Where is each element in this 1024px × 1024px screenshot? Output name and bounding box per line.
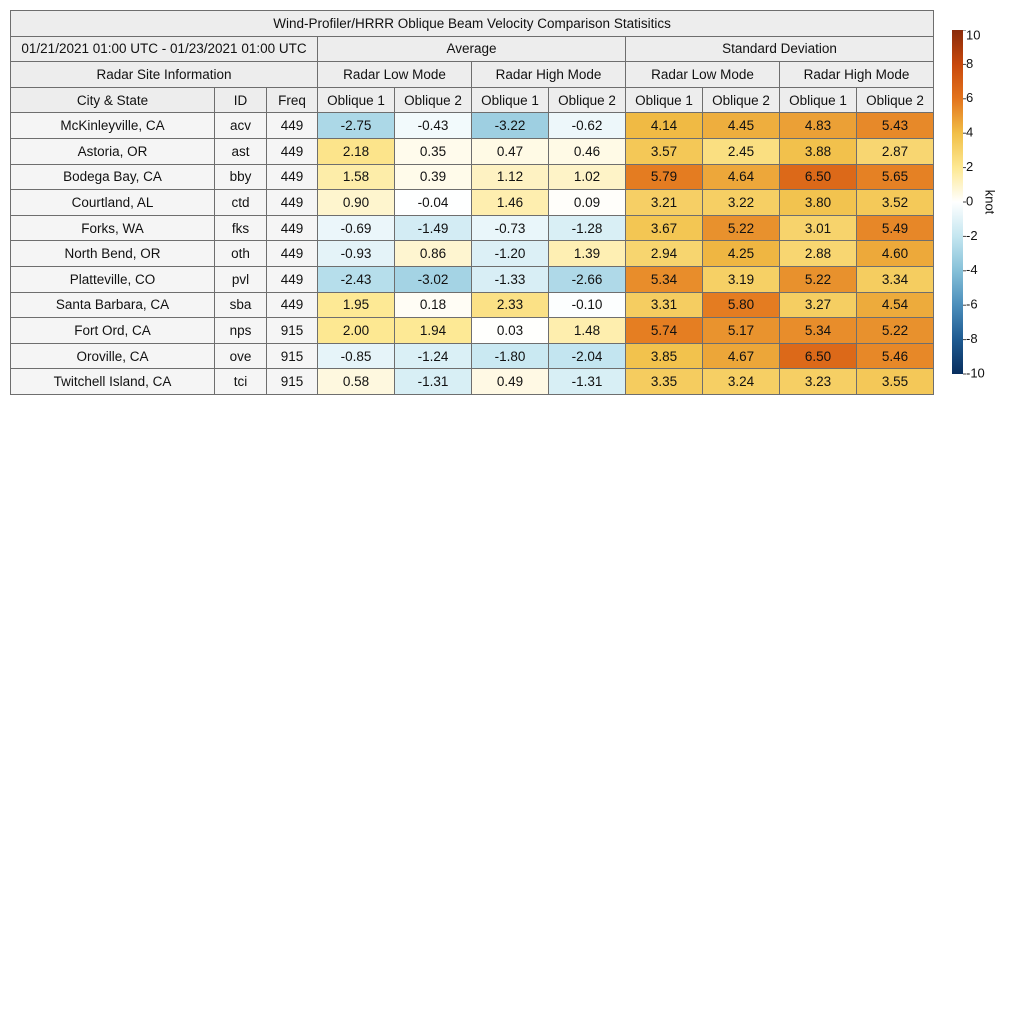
site-id-cell: ove [215, 343, 267, 369]
site-id-cell: sba [215, 292, 267, 318]
heatmap-cell: 3.52 [857, 190, 934, 216]
city-cell: Santa Barbara, CA [11, 292, 215, 318]
heatmap-cell: 3.23 [780, 369, 857, 395]
site-id-cell: ast [215, 138, 267, 164]
freq-cell: 449 [267, 241, 318, 267]
city-cell: Bodega Bay, CA [11, 164, 215, 190]
std-low-mode-header: Radar Low Mode [626, 62, 780, 88]
avg-low-mode-header: Radar Low Mode [318, 62, 472, 88]
col-city-header: City & State [11, 87, 215, 113]
heatmap-cell: 5.65 [857, 164, 934, 190]
heatmap-cell: 5.46 [857, 343, 934, 369]
freq-cell: 449 [267, 164, 318, 190]
heatmap-cell: 3.55 [857, 369, 934, 395]
site-id-cell: oth [215, 241, 267, 267]
heatmap-cell: 3.88 [780, 138, 857, 164]
colorbar-tick-label: -8 [966, 331, 978, 347]
heatmap-cell: -0.10 [549, 292, 626, 318]
colorbar-tick-label: 4 [966, 124, 974, 140]
heatmap-cell: 3.57 [626, 138, 703, 164]
heatmap-cell: 2.94 [626, 241, 703, 267]
table-row [11, 215, 934, 241]
col-oblique1-header: Oblique 1 [780, 87, 857, 113]
heatmap-cell: -0.04 [395, 190, 472, 216]
heatmap-cell: 4.64 [703, 164, 780, 190]
site-id-cell: acv [215, 113, 267, 139]
colorbar-tick-label: 6 [966, 90, 974, 106]
heatmap-cell: 5.49 [857, 215, 934, 241]
heatmap-cell: 3.31 [626, 292, 703, 318]
heatmap-cell: 2.00 [318, 318, 395, 344]
col-oblique2-header: Oblique 2 [549, 87, 626, 113]
heatmap-cell: -2.04 [549, 343, 626, 369]
heatmap-cell: 5.79 [626, 164, 703, 190]
heatmap-cell: -0.73 [472, 215, 549, 241]
table-row [11, 369, 934, 395]
heatmap-cell: 0.90 [318, 190, 395, 216]
heatmap-cell: 0.18 [395, 292, 472, 318]
freq-cell: 449 [267, 266, 318, 292]
time-period: 01/21/2021 01:00 UTC - 01/23/2021 01:00 UTC [11, 36, 318, 62]
site-id-cell: pvl [215, 266, 267, 292]
comparison-table [10, 10, 934, 395]
heatmap-cell: 3.01 [780, 215, 857, 241]
colorbar [952, 30, 1022, 380]
heatmap-cell: 5.80 [703, 292, 780, 318]
heatmap-cell: 4.14 [626, 113, 703, 139]
city-cell: Fort Ord, CA [11, 318, 215, 344]
heatmap-cell: 1.02 [549, 164, 626, 190]
freq-cell: 449 [267, 138, 318, 164]
heatmap-cell: 4.54 [857, 292, 934, 318]
site-id-cell: ctd [215, 190, 267, 216]
heatmap-cell: 3.85 [626, 343, 703, 369]
heatmap-cell: -0.93 [318, 241, 395, 267]
heatmap-cell: 4.67 [703, 343, 780, 369]
heatmap-cell: -1.80 [472, 343, 549, 369]
heatmap-cell: -1.31 [395, 369, 472, 395]
heatmap-cell: 0.58 [318, 369, 395, 395]
heatmap-cell: 1.48 [549, 318, 626, 344]
colorbar-tick-label: -10 [966, 365, 985, 380]
heatmap-cell: 2.45 [703, 138, 780, 164]
heatmap-cell: 5.43 [857, 113, 934, 139]
site-id-cell: fks [215, 215, 267, 241]
freq-cell: 449 [267, 215, 318, 241]
freq-cell: 449 [267, 190, 318, 216]
colorbar-label: knot [982, 189, 998, 215]
heatmap-cell: 5.22 [857, 318, 934, 344]
table-row [11, 164, 934, 190]
colorbar-tick-label: -2 [966, 227, 978, 243]
heatmap-cell: -1.28 [549, 215, 626, 241]
site-id-cell: nps [215, 318, 267, 344]
freq-cell: 449 [267, 113, 318, 139]
heatmap-cell: 0.35 [395, 138, 472, 164]
heatmap-cell: -0.62 [549, 113, 626, 139]
heatmap-cell: 3.22 [703, 190, 780, 216]
freq-cell: 915 [267, 318, 318, 344]
heatmap-cell: 6.50 [780, 343, 857, 369]
heatmap-cell: 5.22 [703, 215, 780, 241]
heatmap-cell: 2.33 [472, 292, 549, 318]
heatmap-cell: 2.18 [318, 138, 395, 164]
city-cell: Twitchell Island, CA [11, 369, 215, 395]
city-cell: Platteville, CO [11, 266, 215, 292]
table-row [11, 266, 934, 292]
table-row [11, 113, 934, 139]
col-oblique1-header: Oblique 1 [318, 87, 395, 113]
heatmap-cell: 5.34 [626, 266, 703, 292]
heatmap-cell: -1.49 [395, 215, 472, 241]
heatmap-cell: 1.94 [395, 318, 472, 344]
heatmap-cell: 3.67 [626, 215, 703, 241]
site-id-cell: bby [215, 164, 267, 190]
city-cell: Courtland, AL [11, 190, 215, 216]
heatmap-cell: 2.87 [857, 138, 934, 164]
heatmap-cell: 1.58 [318, 164, 395, 190]
heatmap-cell: 1.12 [472, 164, 549, 190]
heatmap-cell: 3.80 [780, 190, 857, 216]
heatmap-cell: 3.34 [857, 266, 934, 292]
heatmap-cell: 0.03 [472, 318, 549, 344]
freq-cell: 915 [267, 343, 318, 369]
heatmap-cell: 5.74 [626, 318, 703, 344]
colorbar-tick-label: 2 [966, 159, 974, 175]
heatmap-cell: -0.69 [318, 215, 395, 241]
site-info-header: Radar Site Information [11, 62, 318, 88]
table-row [11, 190, 934, 216]
colorbar-tick-label: 10 [966, 30, 981, 43]
colorbar-tick-label: -6 [966, 296, 978, 312]
table-row [11, 318, 934, 344]
colorbar-tick-label: -4 [966, 262, 978, 278]
table-title: Wind-Profiler/HRRR Oblique Beam Velocity Comparison Statisitics [11, 11, 934, 37]
col-oblique2-header: Oblique 2 [395, 87, 472, 113]
heatmap-cell: 0.09 [549, 190, 626, 216]
colorbar-gradient [952, 30, 963, 374]
heatmap-cell: 1.95 [318, 292, 395, 318]
heatmap-cell: 0.86 [395, 241, 472, 267]
heatmap-cell: -1.33 [472, 266, 549, 292]
heatmap-cell: 5.34 [780, 318, 857, 344]
heatmap-cell: 1.39 [549, 241, 626, 267]
heatmap-cell: 3.19 [703, 266, 780, 292]
colorbar-tick-label: 8 [966, 55, 974, 71]
col-freq-header: Freq [267, 87, 318, 113]
freq-cell: 449 [267, 292, 318, 318]
table-row [11, 241, 934, 267]
average-header: Average [318, 36, 626, 62]
heatmap-cell: 5.17 [703, 318, 780, 344]
heatmap-cell: 5.22 [780, 266, 857, 292]
heatmap-cell: 4.83 [780, 113, 857, 139]
heatmap-cell: 3.21 [626, 190, 703, 216]
heatmap-cell: 4.25 [703, 241, 780, 267]
stddev-header: Standard Deviation [626, 36, 934, 62]
heatmap-cell: 0.46 [549, 138, 626, 164]
colorbar-tick-label: 0 [966, 193, 974, 209]
col-oblique2-header: Oblique 2 [857, 87, 934, 113]
heatmap-cell: 0.47 [472, 138, 549, 164]
heatmap-cell: 3.27 [780, 292, 857, 318]
heatmap-cell: -1.24 [395, 343, 472, 369]
std-high-mode-header: Radar High Mode [780, 62, 934, 88]
table-row [11, 292, 934, 318]
heatmap-cell: -1.31 [549, 369, 626, 395]
col-oblique1-header: Oblique 1 [626, 87, 703, 113]
avg-high-mode-header: Radar High Mode [472, 62, 626, 88]
heatmap-cell: -2.43 [318, 266, 395, 292]
heatmap-cell: 3.35 [626, 369, 703, 395]
heatmap-cell: -0.43 [395, 113, 472, 139]
city-cell: Astoria, OR [11, 138, 215, 164]
col-id-header: ID [215, 87, 267, 113]
heatmap-cell: 4.60 [857, 241, 934, 267]
col-oblique2-header: Oblique 2 [703, 87, 780, 113]
table-row [11, 138, 934, 164]
heatmap-cell: 4.45 [703, 113, 780, 139]
heatmap-cell: -2.66 [549, 266, 626, 292]
heatmap-cell: -3.02 [395, 266, 472, 292]
heatmap-cell: -0.85 [318, 343, 395, 369]
site-id-cell: tci [215, 369, 267, 395]
col-oblique1-header: Oblique 1 [472, 87, 549, 113]
heatmap-cell: -2.75 [318, 113, 395, 139]
heatmap-cell: 6.50 [780, 164, 857, 190]
heatmap-cell: -1.20 [472, 241, 549, 267]
heatmap-cell: -3.22 [472, 113, 549, 139]
heatmap-cell: 1.46 [472, 190, 549, 216]
city-cell: North Bend, OR [11, 241, 215, 267]
heatmap-cell: 0.39 [395, 164, 472, 190]
heatmap-cell: 2.88 [780, 241, 857, 267]
table-row [11, 343, 934, 369]
freq-cell: 915 [267, 369, 318, 395]
city-cell: McKinleyville, CA [11, 113, 215, 139]
heatmap-cell: 0.49 [472, 369, 549, 395]
heatmap-cell: 3.24 [703, 369, 780, 395]
city-cell: Forks, WA [11, 215, 215, 241]
city-cell: Oroville, CA [11, 343, 215, 369]
